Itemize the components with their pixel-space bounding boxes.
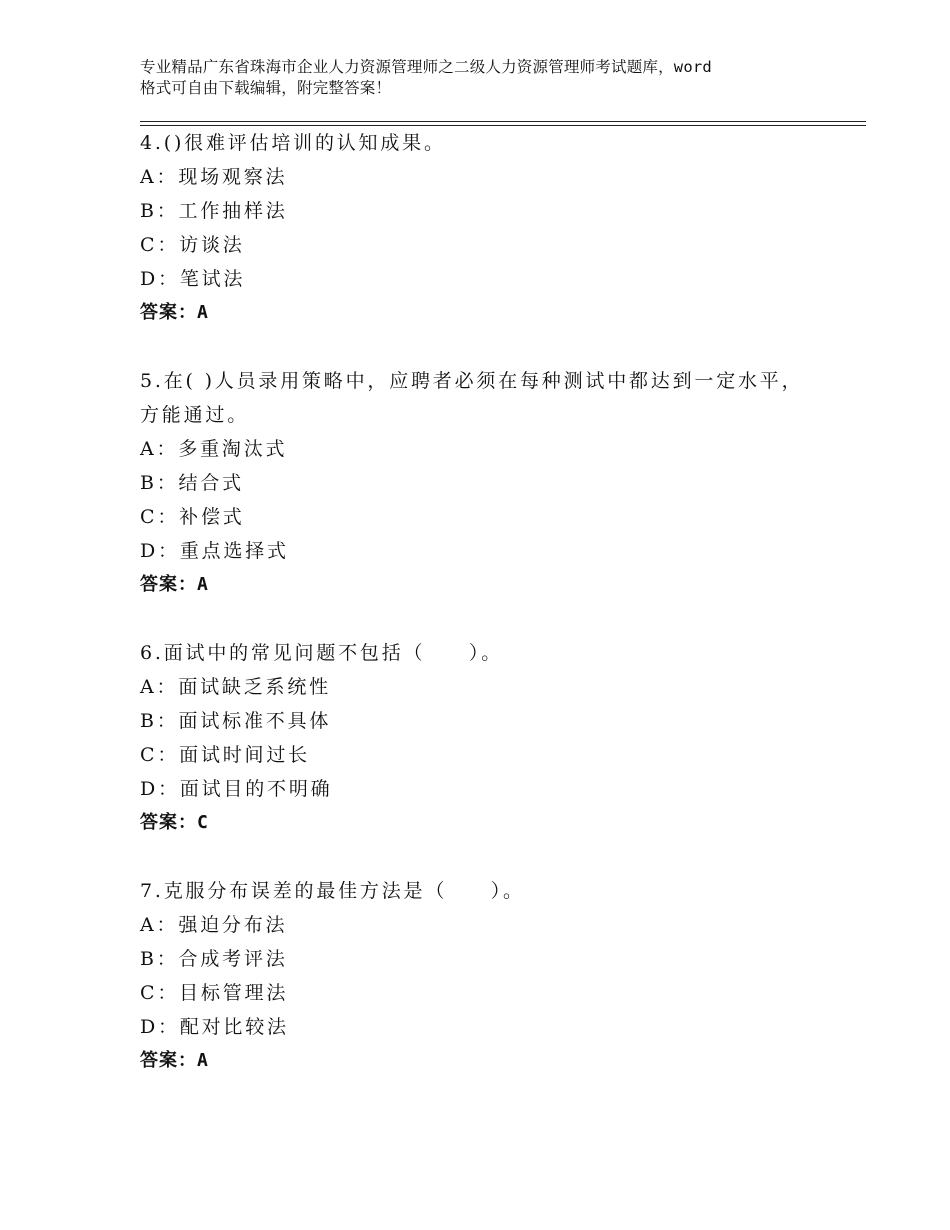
option-a: A：多重淘汰式 xyxy=(140,438,288,460)
option-d: D：面试目的不明确 xyxy=(140,778,333,800)
question-list xyxy=(140,126,840,1078)
question-item xyxy=(140,126,840,330)
header-divider-thick xyxy=(140,121,866,122)
option-c: C：补偿式 xyxy=(140,506,245,528)
option-d: D：笔试法 xyxy=(140,268,246,290)
option-c: C：目标管理法 xyxy=(140,982,289,1004)
question-item xyxy=(140,364,840,602)
option-b: B：面试标准不具体 xyxy=(140,710,332,732)
option-c: C：面试时间过长 xyxy=(140,744,310,766)
answer-value: A xyxy=(197,1050,209,1071)
answer-value: A xyxy=(197,574,209,595)
option-a: A：现场观察法 xyxy=(140,166,288,188)
option-d: D：重点选择式 xyxy=(140,540,289,562)
answer-label: 答案： xyxy=(140,574,197,595)
answer-label: 答案： xyxy=(140,302,197,323)
document-header xyxy=(140,57,830,99)
question-stem: 5.在( )人员录用策略中，应聘者必须在每种测试中都达到一定水平， xyxy=(140,370,804,392)
question-stem: 4.()很难评估培训的认知成果。 xyxy=(140,132,446,154)
question-item xyxy=(140,874,840,1078)
answer-line xyxy=(140,806,840,840)
option-b: B：合成考评法 xyxy=(140,948,288,970)
answer-value: C xyxy=(197,812,209,833)
option-a: A：面试缺乏系统性 xyxy=(140,676,331,698)
answer-label: 答案： xyxy=(140,812,197,833)
option-a: A：强迫分布法 xyxy=(140,914,288,936)
header-line-2: 格式可自由下载编辑，附完整答案！ xyxy=(140,79,392,97)
option-c: C：访谈法 xyxy=(140,234,245,256)
option-d: D：配对比较法 xyxy=(140,1016,289,1038)
header-line-1: 专业精品广东省珠海市企业人力资源管理师之二级人力资源管理师考试题库，word xyxy=(140,58,712,76)
answer-line xyxy=(140,1044,840,1078)
answer-line xyxy=(140,568,840,602)
question-item xyxy=(140,636,840,840)
answer-line xyxy=(140,296,840,330)
option-b: B：结合式 xyxy=(140,472,244,494)
question-stem-continued: 方能通过。 xyxy=(140,404,250,426)
question-stem: 6.面试中的常见问题不包括（ ）。 xyxy=(140,642,504,664)
answer-value: A xyxy=(197,302,209,323)
option-b: B：工作抽样法 xyxy=(140,200,288,222)
answer-label: 答案： xyxy=(140,1050,197,1071)
question-stem: 7.克服分布误差的最佳方法是（ ）。 xyxy=(140,880,525,902)
